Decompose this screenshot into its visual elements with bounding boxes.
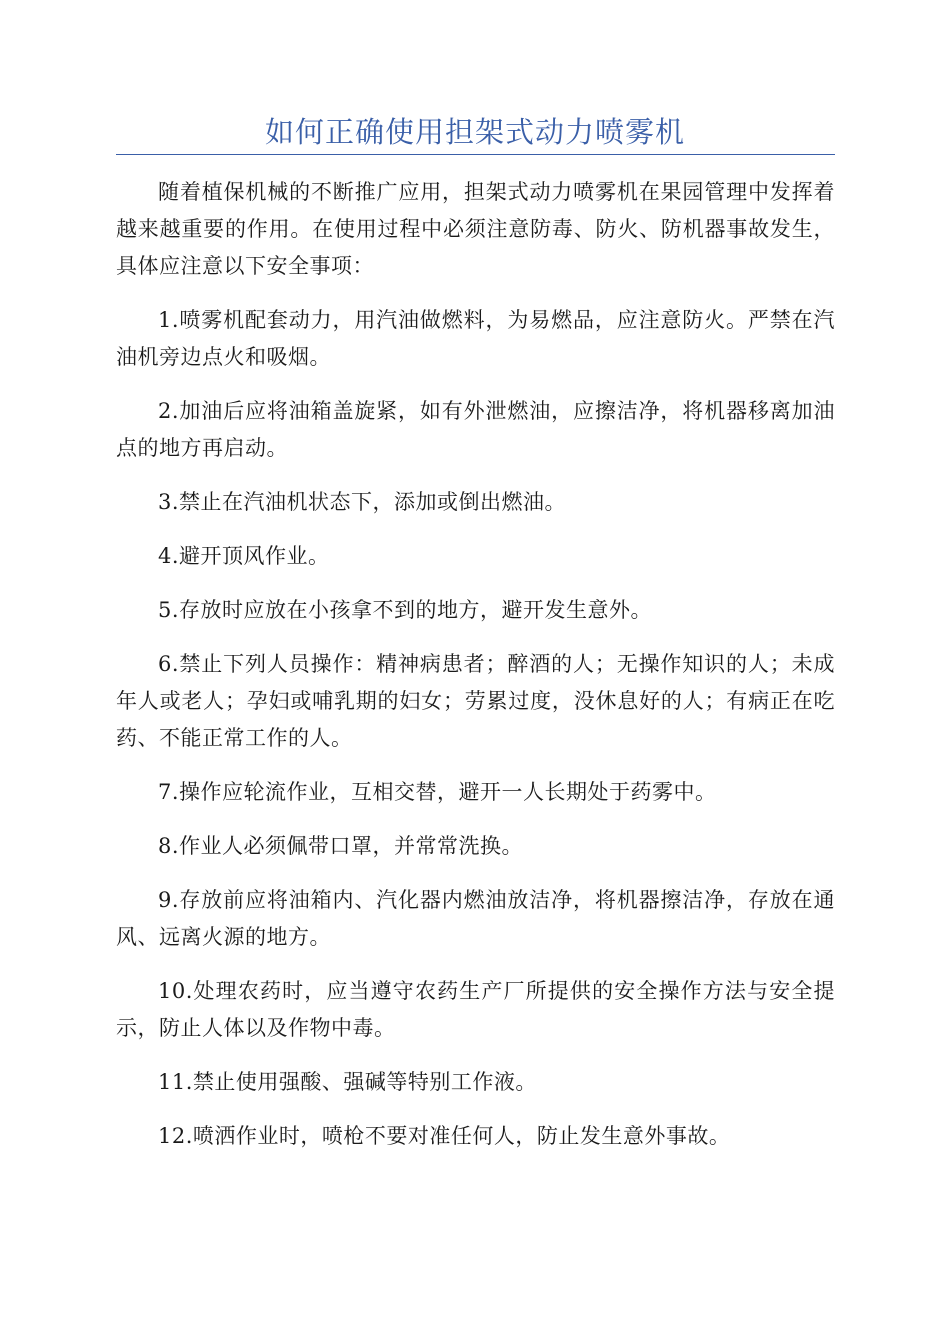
document-body [116, 174, 835, 1155]
intro-paragraph: 随着植保机械的不断推广应用，担架式动力喷雾机在果园管理中发挥着越来越重要的作用。在使用过程中必须注意防毒、防火、防机器事故发生，具体应注意以下安全事项： [116, 180, 835, 278]
list-item: 8.作业人必须佩带口罩，并常常洗换。 [158, 834, 524, 858]
list-item: 10.处理农药时，应当遵守农药生产厂所提供的安全操作方法与安全提示，防止人体以及作物中毒。 [116, 979, 835, 1040]
list-item: 9.存放前应将油箱内、汽化器内燃油放洁净，将机器擦洁净，存放在通风、远离火源的地方。 [116, 888, 835, 949]
list-item: 5.存放时应放在小孩拿不到的地方，避开发生意外。 [158, 598, 653, 622]
list-item: 4.避开顶风作业。 [158, 544, 330, 568]
list-item: 12.喷洒作业时，喷枪不要对准任何人，防止发生意外事故。 [158, 1124, 731, 1148]
list-item: 1.喷雾机配套动力，用汽油做燃料，为易燃品，应注意防火。严禁在汽油机旁边点火和吸烟。 [116, 308, 835, 369]
document-title: 如何正确使用担架式动力喷雾机 [264, 115, 685, 149]
list-item: 7.操作应轮流作业，互相交替，避开一人长期处于药雾中。 [158, 780, 717, 804]
list-item: 11.禁止使用强酸、强碱等特别工作液。 [158, 1070, 537, 1094]
list-item: 6.禁止下列人员操作：精神病患者；醉酒的人；无操作知识的人；未成年人或老人；孕妇或哺乳期的妇女；劳累过度，没休息好的人；有病正在吃药、不能正常工作的人。 [116, 652, 835, 750]
list-item: 2.加油后应将油箱盖旋紧，如有外泄燃油，应擦洁净，将机器移离加油点的地方再启动。 [116, 399, 835, 460]
list-item: 3.禁止在汽油机状态下，添加或倒出燃油。 [158, 490, 567, 514]
title-underline [116, 154, 835, 155]
